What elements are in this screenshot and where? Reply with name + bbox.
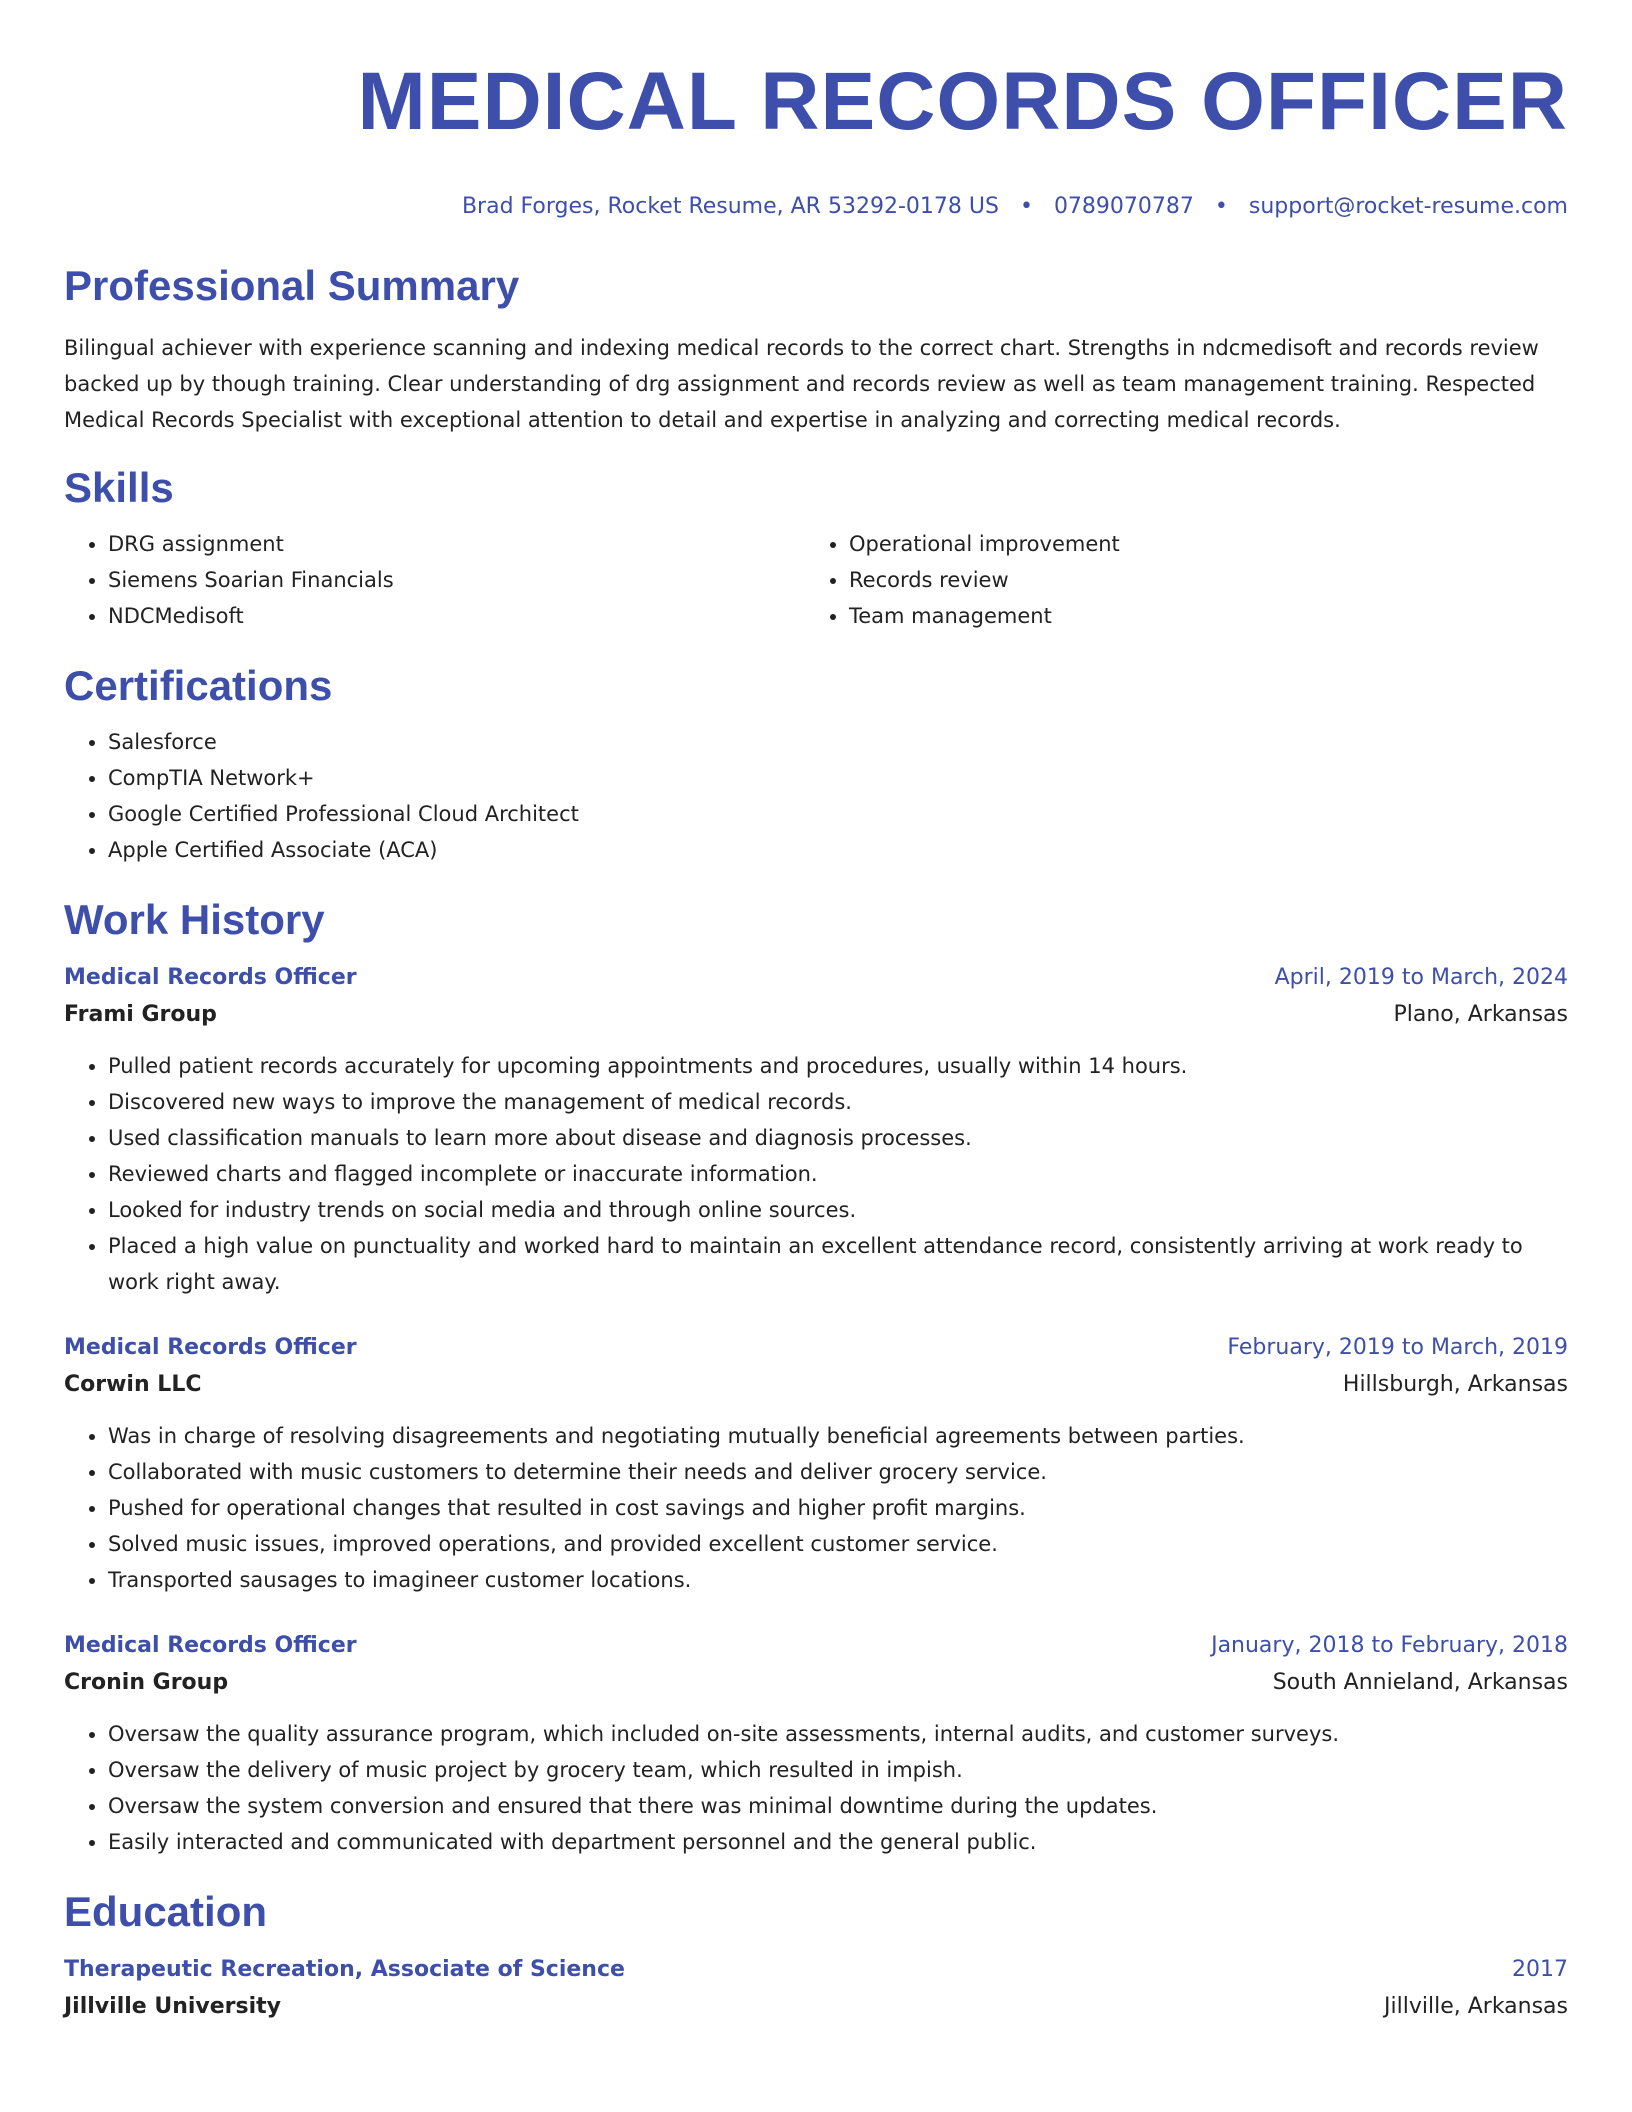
education-entry [64, 1952, 1568, 2026]
job-bullet: • Pushed for operational changes that resulted in cost savings and higher profit margins. [108, 1490, 1568, 1526]
job-location: South Annieland, Arkansas [1272, 1670, 1568, 1695]
skills-list-left [64, 526, 805, 634]
skill-item: • Siemens Soarian Financials [108, 562, 805, 598]
job-bullet: • Pulled patient records accurately for upcoming appointments and procedures, usually within 14 hours. [108, 1048, 1568, 1084]
job-bullet: • Used classification manuals to learn more about disease and diagnosis processes. [108, 1120, 1568, 1156]
job-location: Hillsburgh, Arkansas [1342, 1372, 1568, 1397]
job-bullet: • Oversaw the system conversion and ensured that there was minimal downtime during the updates. [108, 1788, 1568, 1824]
job-bullet: • Easily interacted and communicated with department personnel and the general public. [108, 1824, 1568, 1860]
job-employer: Frami Group [64, 1002, 217, 1027]
skills-column-left [64, 526, 805, 634]
skill-item: • Operational improvement [849, 526, 1546, 562]
job-title: Medical Records Officer [64, 965, 357, 990]
section-heading-certifications: Certifications [64, 662, 333, 709]
section-heading-work-history: Work History [64, 896, 325, 943]
summary-text: Bilingual achiever with experience scanning and indexing medical records to the correct chart. Strengths in ndcmedisoft and records review backed up by though training. Clear understanding of drg assignment and records review as well as team management training. Respected Medical Records Specialist with exceptional attention to detail and expertise in analyzing and correcting medical records. [64, 336, 1539, 432]
education-degree: Therapeutic Recreation, Associate of Science [64, 1957, 625, 1982]
contact-phone: 0789070787 [1053, 194, 1194, 219]
job-bullets [64, 1418, 1568, 1598]
job-bullet: • Oversaw the quality assurance program, which included on-site assessments, internal audits, and customer surveys. [108, 1716, 1568, 1752]
job-entry [64, 1628, 1568, 1860]
education-school-row [64, 1988, 1568, 2026]
section-heading-summary: Professional Summary [64, 262, 520, 309]
job-title-row [64, 960, 1568, 996]
job-bullets [64, 1716, 1568, 1860]
education-year: 2017 [1512, 1957, 1568, 1982]
job-employer-row [64, 1366, 1568, 1404]
certifications-list [64, 724, 1568, 868]
education-location: Jillville, Arkansas [1384, 1994, 1568, 2019]
work-history-section [64, 894, 1568, 1860]
skills-section [64, 462, 1568, 634]
job-bullet: • Solved music issues, improved operations, and provided excellent customer service. [108, 1526, 1568, 1562]
certification-item: • Google Certified Professional Cloud Architect [108, 796, 1568, 832]
job-bullet: • Discovered new ways to improve the management of medical records. [108, 1084, 1568, 1120]
contact-separator: • [1019, 194, 1033, 219]
job-title: Medical Records Officer [64, 1335, 357, 1360]
certification-item: • Salesforce [108, 724, 1568, 760]
certification-item: • Apple Certified Associate (ACA) [108, 832, 1568, 868]
job-employer: Corwin LLC [64, 1372, 202, 1397]
contact-separator: • [1214, 194, 1228, 219]
skill-item: • DRG assignment [108, 526, 805, 562]
job-employer-row [64, 1664, 1568, 1702]
job-bullet: • Oversaw the delivery of music project by grocery team, which resulted in impish. [108, 1752, 1568, 1788]
certification-item: • CompTIA Network+ [108, 760, 1568, 796]
skills-grid [64, 526, 1568, 634]
contact-line [64, 192, 1568, 222]
job-entry [64, 1330, 1568, 1598]
job-title: Medical Records Officer [64, 1633, 357, 1658]
education-section [64, 1886, 1568, 2026]
education-degree-row [64, 1952, 1568, 1988]
job-dates: April, 2019 to March, 2024 [1274, 965, 1568, 990]
job-location: Plano, Arkansas [1393, 1002, 1568, 1027]
job-bullets [64, 1048, 1568, 1300]
certifications-section [64, 660, 1568, 868]
job-bullet: • Placed a high value on punctuality and worked hard to maintain an excellent attendance record, consistently arriving at work ready to work right away. [108, 1228, 1568, 1300]
skill-item: • NDCMedisoft [108, 598, 805, 634]
job-bullet: • Transported sausages to imagineer customer locations. [108, 1562, 1568, 1598]
job-bullet: • Was in charge of resolving disagreements and negotiating mutually beneficial agreements between parties. [108, 1418, 1568, 1454]
job-title-row [64, 1628, 1568, 1664]
skill-item: • Records review [849, 562, 1546, 598]
contact-email[interactable]: support@rocket-resume.com [1248, 194, 1568, 219]
section-heading-education: Education [64, 1888, 268, 1935]
job-bullet: • Reviewed charts and flagged incomplete or inaccurate information. [108, 1156, 1568, 1192]
education-school: Jillville University [64, 1994, 282, 2019]
skill-item: • Team management [849, 598, 1546, 634]
job-dates: February, 2019 to March, 2019 [1227, 1335, 1568, 1360]
job-dates: January, 2018 to February, 2018 [1211, 1633, 1568, 1658]
job-employer-row [64, 996, 1568, 1034]
job-entry [64, 960, 1568, 1300]
job-employer: Cronin Group [64, 1670, 229, 1695]
summary-section [64, 260, 1568, 438]
resume-title: MEDICAL RECORDS OFFICER [357, 56, 1568, 147]
job-bullet: • Collaborated with music customers to determine their needs and deliver grocery service. [108, 1454, 1568, 1490]
contact-address: Brad Forges, Rocket Resume, AR 53292-0178 US [461, 194, 999, 219]
job-bullet: • Looked for industry trends on social media and through online sources. [108, 1192, 1568, 1228]
skills-list-right [805, 526, 1546, 634]
section-heading-skills: Skills [64, 464, 174, 511]
job-title-row [64, 1330, 1568, 1366]
skills-column-right [805, 526, 1546, 634]
